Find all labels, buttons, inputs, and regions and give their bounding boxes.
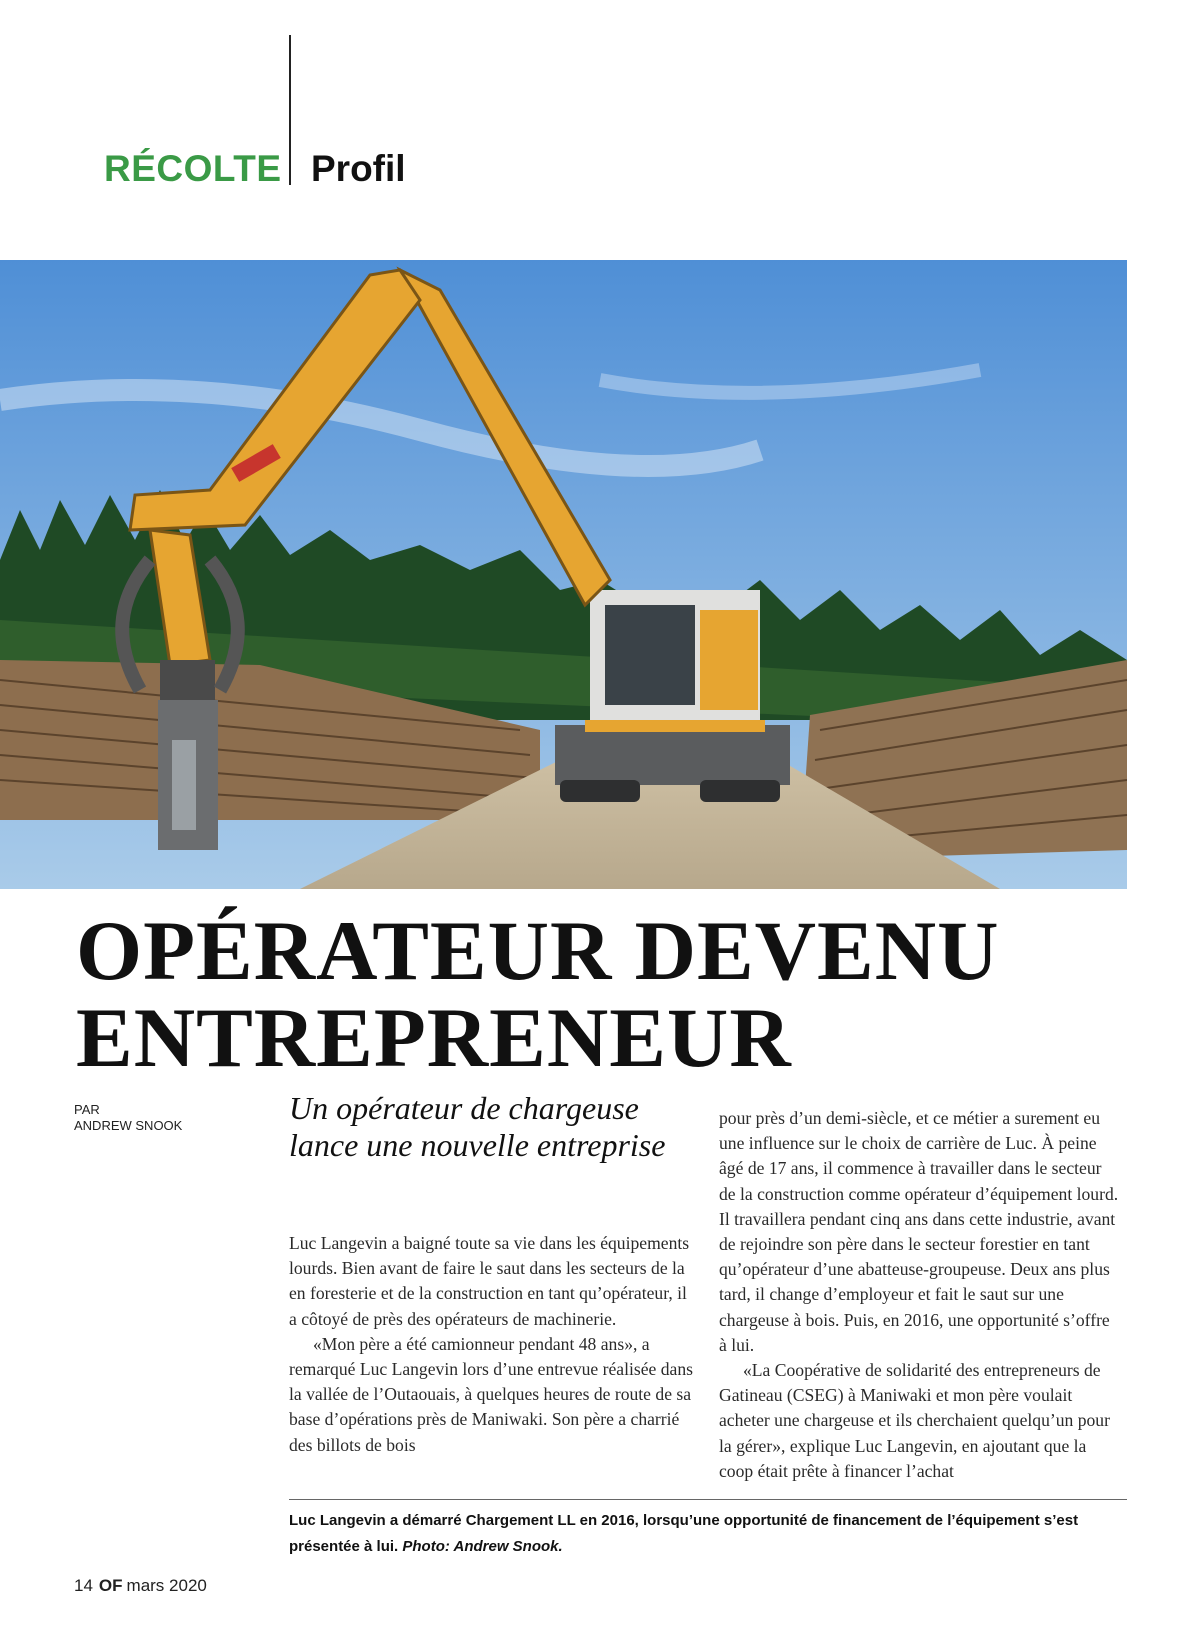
body-paragraph: Luc Langevin a baigné toute sa vie dans les équipements lourds. Bien avant de faire le saut dans les secteurs de la en foresterie et de la construction en tant qu’opérateur, il a côtoyé de près des opérateurs de machinerie. [289, 1233, 690, 1329]
body-paragraph: pour près d’un demi-siècle, et ce métier a surement eu une influence sur le choix de carrière de Luc. À peine âgé de 17 ans, il commence à travailler dans le secteur de la construction comme opérateur d’équipement lourd. Il travaillera pendant cinq ans dans cette industrie, avant de rejoindre son père dans le secteur forestier en tant qu’opérateur d’une abatteuse-groupeuse. Deux ans plus tard, il change d’employeur et fait le saut sur une chargeuse à bois. Puis, en 2016, une opportunité s’offre à lui. [719, 1108, 1119, 1355]
subsection-label: Profil [311, 148, 406, 189]
headline-line-2: ENTREPRENEUR [76, 991, 792, 1085]
byline [74, 1102, 182, 1134]
article-headline [76, 904, 1000, 1085]
article-deck: Un opérateur de chargeuse lance une nouvelle entreprise [289, 1090, 666, 1163]
body-paragraph: «Mon père a été camionneur pendant 48 ans», a remarqué Luc Langevin lors d’une entrevue réalisée dans la vallée de l’Outaouais, à quelques heures de route de sa base d’opérations près de Maniwaki. Son père a charrié des billots de bois [289, 1333, 693, 1455]
photo-caption [289, 1508, 1127, 1560]
byline-author: ANDREW SNOOK [74, 1118, 183, 1133]
caption-text: Luc Langevin a démarré Chargement LL en 2016, lorsqu’une opportunité de financement de l’équipement s’est présentée à lui. [289, 1512, 1079, 1555]
magazine-name: OF [98, 1576, 123, 1595]
section-label: RÉCOLTE [104, 148, 282, 189]
log-loader-photo [0, 260, 1127, 889]
body-column-2 [719, 1106, 1119, 1484]
caption-credit: Photo: Andrew Snook. [402, 1538, 563, 1555]
caption-divider [289, 1499, 1127, 1500]
body-paragraph: «La Coopérative de solidarité des entrepreneurs de Gatineau (CSEG) à Maniwaki et mon père voulait acheter une chargeuse et ils cherchaient quelqu’un pour la gérer», explique Luc Langevin, en ajoutant que la coop était prête à financer l’achat [719, 1360, 1110, 1481]
page-number: 14 [74, 1576, 93, 1595]
header-divider [289, 35, 291, 185]
byline-label: PAR [74, 1102, 100, 1117]
headline-line-1: OPÉRATEUR DEVENU [76, 904, 1000, 998]
body-column-1 [289, 1231, 693, 1458]
page-footer [74, 1576, 207, 1596]
issue-date: mars 2020 [126, 1576, 207, 1595]
